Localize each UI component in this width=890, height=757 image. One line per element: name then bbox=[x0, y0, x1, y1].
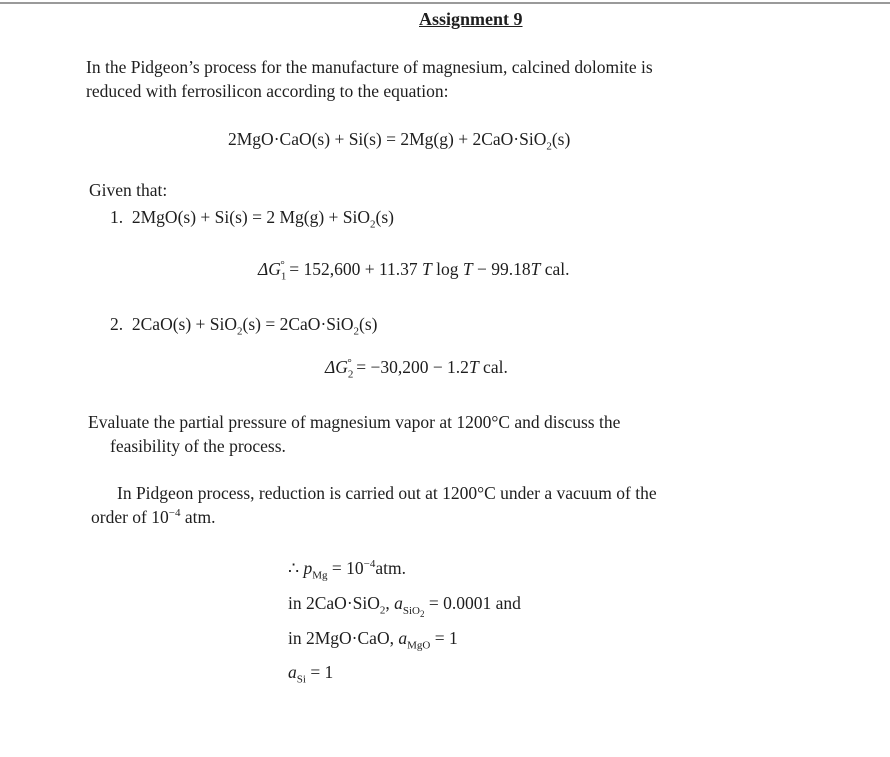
given-item-2: 2. 2CaO(s) + SiO$_2$(s) = 2CaO·SiO$_2$(s) bbox=[110, 314, 378, 338]
delta-g-2: $\Delta G_2^\circ = -30,200 - 1.2T$ cal. bbox=[325, 357, 508, 381]
process-line-1: In Pidgeon process, reduction is carried out at 1200°C under a vacuum of the bbox=[117, 483, 657, 503]
process-line-2: order of $10^{-4}$ atm. bbox=[91, 507, 216, 527]
given-label: Given that: bbox=[89, 180, 168, 200]
page-title: Assignment 9 bbox=[419, 9, 523, 29]
condition-pressure: ∴ $p_{Mg} = 10^{-4}atm$. bbox=[288, 558, 407, 582]
main-equation: 2MgO·CaO(s) + Si(s) = 2Mg(g) + 2CaO·SiO$_2$(s) bbox=[228, 129, 571, 153]
condition-mgo-activity: in 2MgO·CaO, $a_{MgO} = 1$ bbox=[288, 628, 458, 652]
intro-line-2: reduced with ferrosilicon according to the equation: bbox=[86, 81, 449, 101]
delta-g-1: $\Delta G_1^\circ = 152,600 + 11.37$ T log T − 99.18T cal. bbox=[258, 259, 570, 283]
condition-silica-activity: in 2CaO·SiO$_2$, $a_{SiO_2} = 0.0001$ and bbox=[288, 593, 521, 619]
evaluate-line-2: feasibility of the process. bbox=[110, 436, 286, 456]
given-item-1: 1. 2MgO(s) + Si(s) = 2 Mg(g) + SiO$_2$(s) bbox=[110, 207, 394, 231]
condition-si-activity: $a_{Si} = 1$ bbox=[288, 662, 334, 686]
top-border-line bbox=[0, 2, 890, 4]
evaluate-line-1: Evaluate the partial pressure of magnesium vapor at 1200°C and discuss the bbox=[88, 412, 621, 432]
intro-line-1: In the Pidgeon’s process for the manufacture of magnesium, calcined dolomite is bbox=[86, 57, 653, 77]
